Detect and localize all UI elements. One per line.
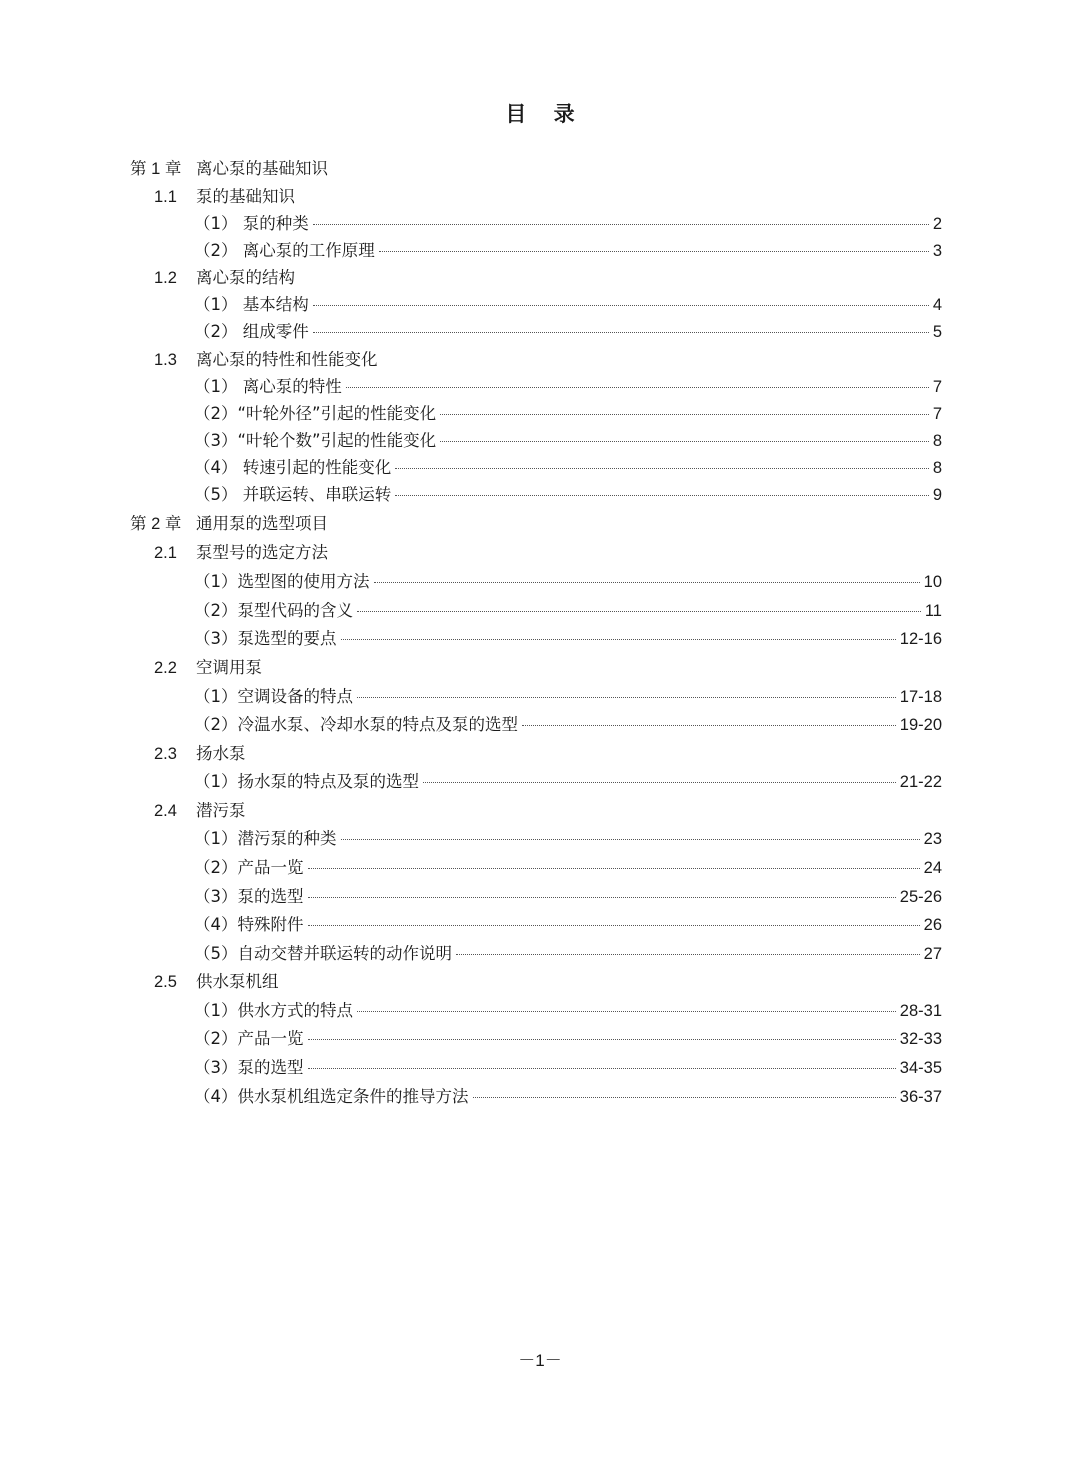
section-title: 离心泵的结构 xyxy=(196,268,295,287)
dot-leader xyxy=(341,839,920,840)
toc-entry-page: 11 xyxy=(924,602,942,620)
toc-entry xyxy=(130,914,942,936)
dot-leader xyxy=(395,495,929,496)
dot-leader xyxy=(395,468,929,469)
section-heading xyxy=(130,267,942,289)
section-title: 空调用泵 xyxy=(196,658,262,677)
dot-leader xyxy=(374,582,920,583)
section-heading xyxy=(130,349,942,371)
toc-entry-label: （3）泵选型的要点 xyxy=(194,629,337,648)
section-heading xyxy=(130,971,942,993)
toc-entry-label: （5） 并联运转、串联运转 xyxy=(194,485,392,504)
section-number: 1.3 xyxy=(154,351,177,369)
toc-entry xyxy=(130,1086,942,1108)
chapter-heading xyxy=(130,158,942,180)
toc-entry-page: 19-20 xyxy=(899,716,942,734)
toc-entry xyxy=(130,213,942,235)
section-number: 1.2 xyxy=(154,269,177,287)
section-heading xyxy=(130,657,942,679)
section-heading xyxy=(130,800,942,822)
toc-entry-page: 9 xyxy=(932,486,942,504)
dot-leader xyxy=(357,1011,896,1012)
section-title: 潜污泵 xyxy=(196,801,246,820)
toc-entry xyxy=(130,457,942,479)
dot-leader xyxy=(308,1039,896,1040)
toc-entry xyxy=(130,430,942,452)
dot-leader xyxy=(522,725,896,726)
toc-entry xyxy=(130,1000,942,1022)
dot-leader xyxy=(308,868,920,869)
toc-entry xyxy=(130,240,942,262)
toc-entry-label: （3）泵的选型 xyxy=(194,887,304,906)
toc-entry xyxy=(130,828,942,850)
toc-entry xyxy=(130,771,942,793)
toc-entry-label: （2）产品一览 xyxy=(194,858,304,877)
section-number: 2.5 xyxy=(154,973,177,991)
dot-leader xyxy=(308,897,896,898)
toc-entry-label: （3）泵的选型 xyxy=(194,1058,304,1077)
dot-leader xyxy=(357,697,896,698)
toc-entry-page: 25-26 xyxy=(899,888,942,906)
toc-entry xyxy=(130,686,942,708)
dot-leader xyxy=(440,414,929,415)
dot-leader xyxy=(440,441,929,442)
toc-entry-page: 2 xyxy=(932,215,942,233)
toc-entry-label: （2）冷温水泵、冷却水泵的特点及泵的选型 xyxy=(194,715,518,734)
toc-entry xyxy=(130,857,942,879)
toc-entry-page: 7 xyxy=(932,405,942,423)
toc-entry xyxy=(130,484,942,506)
toc-entry-page: 23 xyxy=(923,830,942,848)
toc-entry xyxy=(130,376,942,398)
section-number: 2.1 xyxy=(154,544,177,562)
toc-entry-page: 34-35 xyxy=(899,1059,942,1077)
dot-leader xyxy=(308,1068,896,1069)
toc-entry-label: （2） 离心泵的工作原理 xyxy=(194,241,375,260)
toc-entry-label: （2）泵型代码的含义 xyxy=(194,601,353,620)
toc-entry-page: 12-16 xyxy=(899,630,942,648)
toc-entry xyxy=(130,943,942,965)
section-title: 供水泵机组 xyxy=(196,972,279,991)
toc-entry xyxy=(130,886,942,908)
toc-entry-label: （2）“叶轮外径”引起的性能变化 xyxy=(194,404,437,423)
toc-entry-page: 3 xyxy=(932,242,942,260)
page-number: －1－ xyxy=(518,1351,562,1370)
section-number: 2.2 xyxy=(154,659,177,677)
toc-entry-label: （1）潜污泵的种类 xyxy=(194,829,337,848)
toc-entry-label: （1）空调设备的特点 xyxy=(194,687,353,706)
dot-leader xyxy=(346,387,929,388)
chapter-title: 离心泵的基础知识 xyxy=(196,159,328,178)
toc-entry-label: （3）“叶轮个数”引起的性能变化 xyxy=(194,431,437,450)
toc-entry-label: （5）自动交替并联运转的动作说明 xyxy=(194,944,452,963)
toc-entry xyxy=(130,294,942,316)
section-title: 泵的基础知识 xyxy=(196,187,295,206)
toc-entry-page: 8 xyxy=(932,432,942,450)
section-heading xyxy=(130,743,942,765)
toc-entry-page: 8 xyxy=(932,459,942,477)
section-title: 泵型号的选定方法 xyxy=(196,543,328,562)
chapter-title: 通用泵的选型项目 xyxy=(196,514,328,533)
toc-entry-label: （4）特殊附件 xyxy=(194,915,304,934)
dot-leader xyxy=(308,925,920,926)
toc-entry xyxy=(130,600,942,622)
toc-entry-label: （4） 转速引起的性能变化 xyxy=(194,458,392,477)
toc-entry-page: 7 xyxy=(932,378,942,396)
section-title: 离心泵的特性和性能变化 xyxy=(196,350,378,369)
section-number: 1.1 xyxy=(154,188,177,206)
toc-entry-page: 5 xyxy=(932,323,942,341)
toc-entry-label: （1） 泵的种类 xyxy=(194,214,309,233)
dot-leader xyxy=(357,611,921,612)
toc-entry-page: 24 xyxy=(923,859,942,877)
toc-entry xyxy=(130,628,942,650)
section-heading xyxy=(130,186,942,208)
toc-entry xyxy=(130,571,942,593)
toc-entry-page: 36-37 xyxy=(899,1088,942,1106)
toc-entry-label: （1） 基本结构 xyxy=(194,295,309,314)
toc-entry-page: 28-31 xyxy=(899,1002,942,1020)
toc-entry-label: （1） 离心泵的特性 xyxy=(194,377,342,396)
section-title: 扬水泵 xyxy=(196,744,246,763)
toc-entry xyxy=(130,403,942,425)
dot-leader xyxy=(313,332,929,333)
dot-leader xyxy=(313,224,929,225)
toc-entry-page: 17-18 xyxy=(899,688,942,706)
dot-leader xyxy=(313,305,929,306)
dot-leader xyxy=(473,1097,896,1098)
toc-entry-page: 4 xyxy=(932,296,942,314)
chapter-heading xyxy=(130,513,942,535)
toc-entry-label: （1）选型图的使用方法 xyxy=(194,572,370,591)
toc-entry-label: （2） 组成零件 xyxy=(194,322,309,341)
toc-entry-page: 21-22 xyxy=(899,773,942,791)
toc-entry-page: 26 xyxy=(923,916,942,934)
toc-entry xyxy=(130,1057,942,1079)
toc-entry xyxy=(130,321,942,343)
toc-entry xyxy=(130,1028,942,1050)
dot-leader xyxy=(379,251,929,252)
toc-entry-label: （1）供水方式的特点 xyxy=(194,1001,353,1020)
toc-entry-label: （1）扬水泵的特点及泵的选型 xyxy=(194,772,419,791)
chapter-number: 第 1 章 xyxy=(130,160,182,178)
section-number: 2.3 xyxy=(154,745,177,763)
section-number: 2.4 xyxy=(154,802,177,820)
dot-leader xyxy=(456,954,920,955)
dot-leader xyxy=(423,782,896,783)
toc-title: 目 录 xyxy=(505,102,585,126)
toc-entry-label: （4）供水泵机组选定条件的推导方法 xyxy=(194,1087,469,1106)
chapter-number: 第 2 章 xyxy=(130,515,182,533)
toc-entry-page: 32-33 xyxy=(899,1030,942,1048)
toc-entry-label: （2）产品一览 xyxy=(194,1029,304,1048)
dot-leader xyxy=(341,639,896,640)
toc-entry-page: 10 xyxy=(923,573,942,591)
toc-entry-page: 27 xyxy=(923,945,942,963)
toc-entry xyxy=(130,714,942,736)
section-heading xyxy=(130,542,942,564)
